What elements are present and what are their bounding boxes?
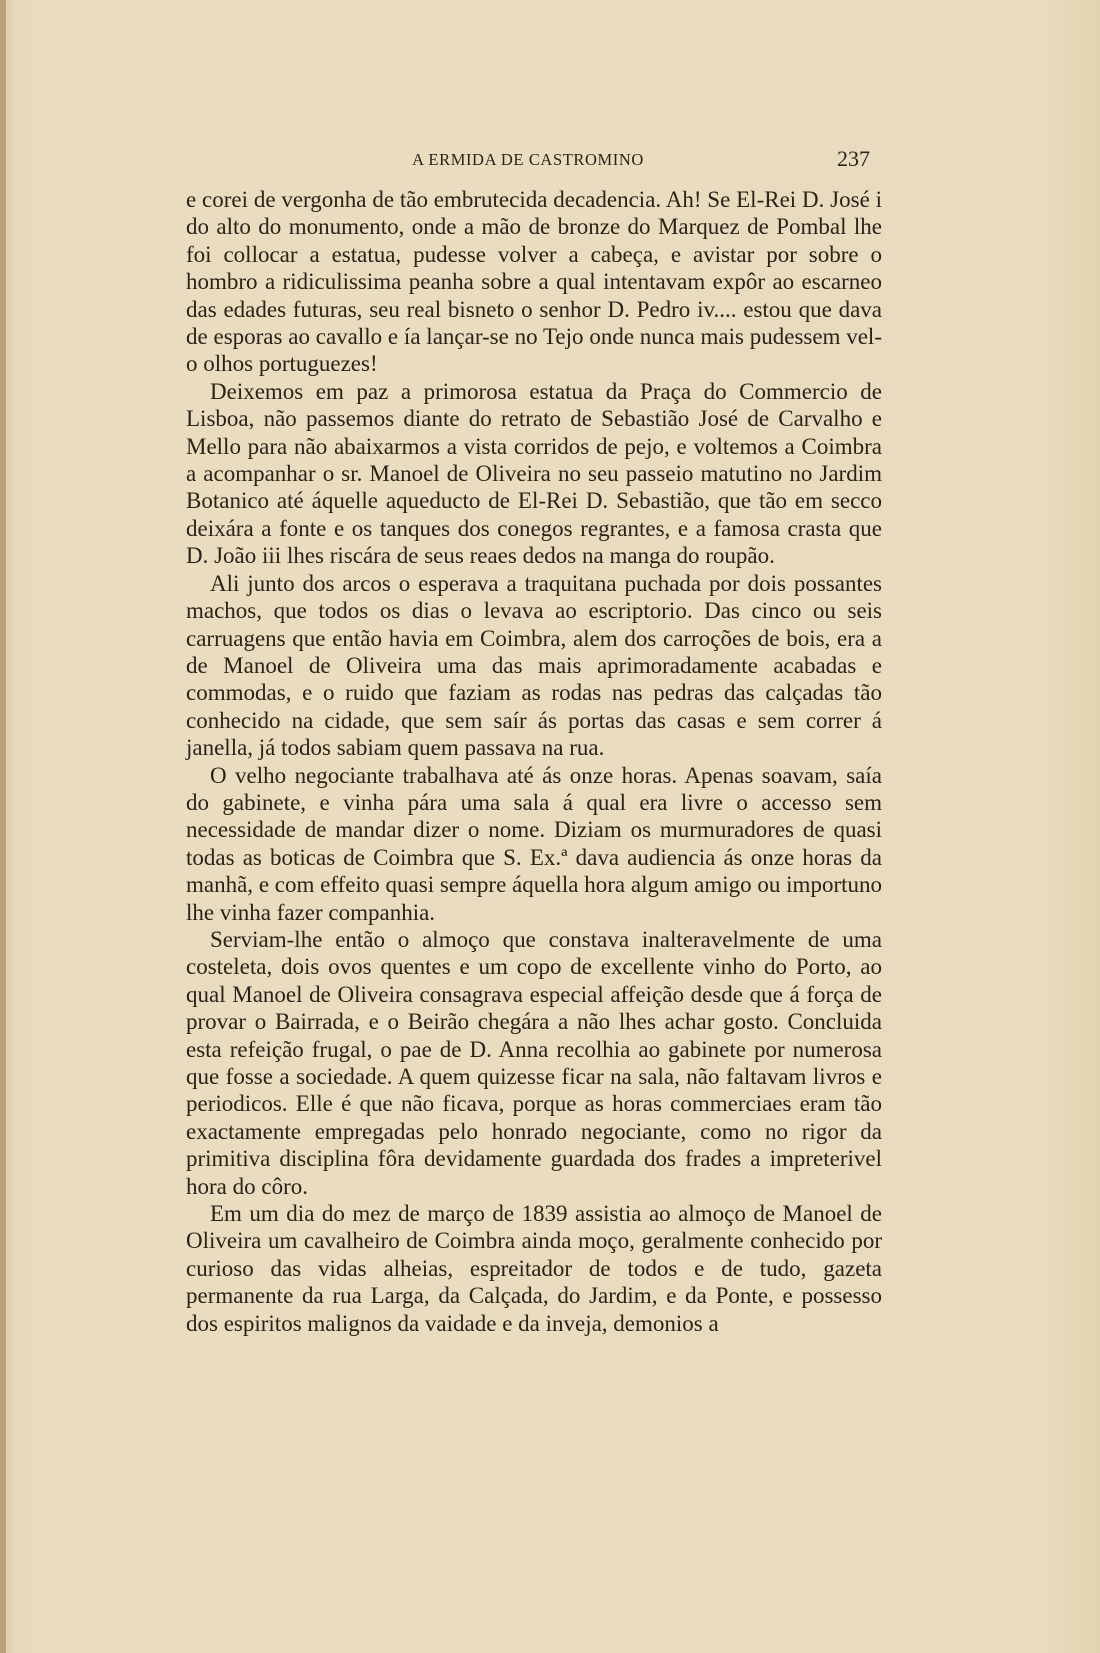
- running-title: A ERMIDA DE CASTROMINO: [412, 150, 644, 169]
- page-number: 237: [837, 146, 870, 171]
- paragraph-5: Serviam-lhe então o almoço que constava inalteravelmente de uma costeleta, dois ovos quentes e um copo de excellente vinho do Porto, ao qual Manoel de Oliveira consagrava especial affeição desde que á força de provar o Bairrada, e o Beirão chegára a não lhes achar gosto. Concluida esta refeição frugal, o pae de D. Anna recolhia ao gabinete por numerosa que fosse a sociedade. A quem quizesse ficar na sala, não faltavam livros e periodicos. Elle é que não ficava, porque as horas commerciaes eram tão exactamente empregadas pelo honrado negociante, como no rigor da primitiva disciplina fôra devidamente guardada dos frades a impreterivel hora do côro.: [186, 926, 882, 1199]
- paragraph-1: e corei de vergonha de tão embrutecida decadencia. Ah! Se El-Rei D. José i do alto do monumento, onde a mão de bronze do Marquez de Pombal lhe foi collocar a estatua, pudesse volver a cabeça, e avistar por sobre o hombro a ridiculissima peanha sobre a qual intentavam expôr ao escarneo das edades futuras, seu real bisneto o senhor D. Pedro iv.... estou que dava de esporas ao cavallo e ía lançar-se no Tejo onde nunca mais pudessem vel-o olhos portuguezes!: [186, 187, 882, 377]
- page-edge: [0, 0, 6, 1653]
- paragraph-2: Deixemos em paz a primorosa estatua da Praça do Commercio de Lisboa, não passemos diante do retrato de Sebastião José de Carvalho e Mello para não abaixarmos a vista corridos de pejo, e voltemos a Coimbra a acompanhar o sr. Manoel de Oliveira no seu passeio matutino no Jardim Botanico até áquelle aqueducto de El-Rei D. Sebastião, que tão em secco deixára a fonte e os tanques dos conegos regrantes, e a famosa crasta que D. João iii lhes riscára de seus reaes dedos na manga do roupão.: [186, 378, 882, 569]
- body-text: [186, 186, 882, 1337]
- paragraph-3: Ali junto dos arcos o esperava a traquitana puchada por dois possantes machos, que todos os dias o levava ao escriptorio. Das cinco ou seis carruagens que então havia em Coimbra, alem dos carroções de bois, era a de Manoel de Oliveira uma das mais aprimoradamente acabadas e commodas, e o ruido que faziam as rodas nas pedras das calçadas tão conhecido na cidade, que sem saír ás portas das casas e sem correr á janella, já todos sabiam quem passava na rua.: [186, 570, 882, 761]
- paragraph-6: Em um dia do mez de março de 1839 assistia ao almoço de Manoel de Oliveira um cavalheiro de Coimbra ainda moço, geralmente conhecido por curioso das vidas alheias, espreitador de todos e de tudo, gazeta permanente da rua Larga, da Calçada, do Jardim, e da Ponte, e possesso dos espiritos malignos da vaidade e da inveja, demonios a: [186, 1201, 882, 1336]
- page-header: [186, 146, 870, 174]
- paragraph-4: O velho negociante trabalhava até ás onze horas. Apenas soavam, saía do gabinete, e vinha pára uma sala á qual era livre o accesso sem necessidade de mandar dizer o nome. Diziam os murmuradores de quasi todas as boticas de Coimbra que S. Ex.ª dava audiencia ás onze horas da manhã, e com effeito quasi sempre áquella hora algum amigo ou importuno lhe vinha fazer companhia.: [186, 762, 882, 925]
